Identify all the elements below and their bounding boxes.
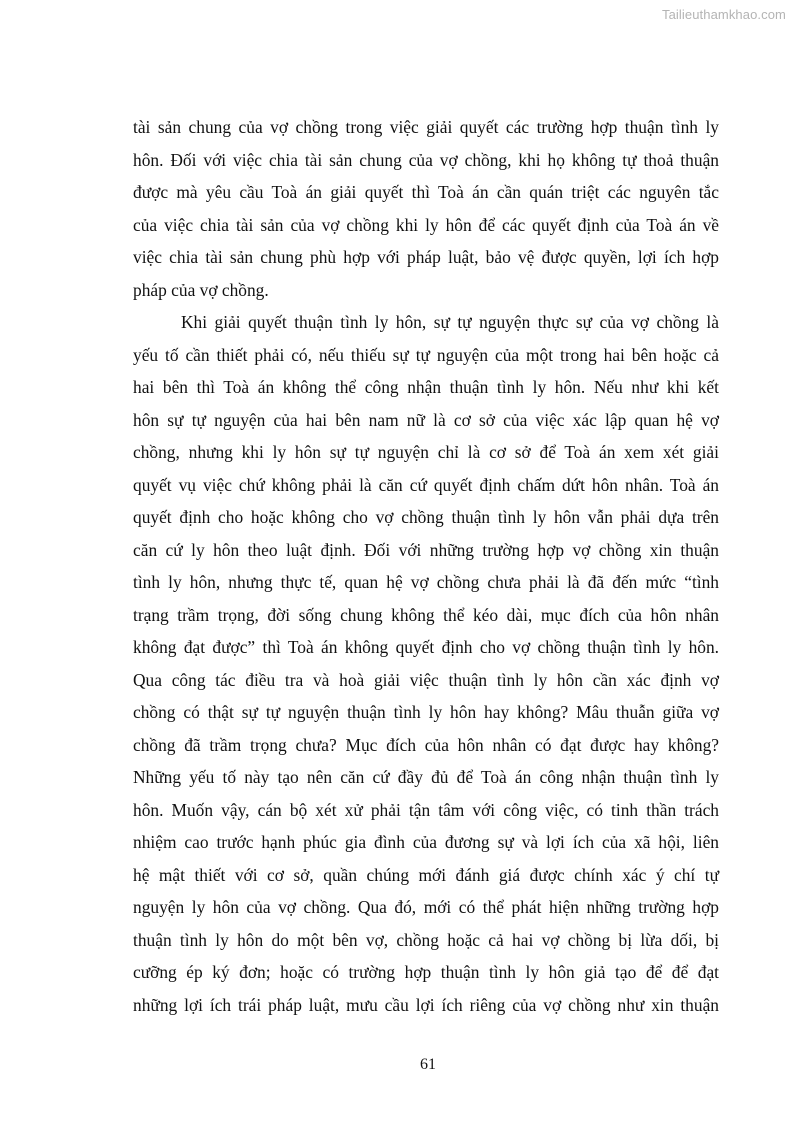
text-line: nhiệm cao trước hạnh phúc gia đình của đương sự và lợi ích của xã hội, liên xyxy=(133,832,719,852)
text-line: chồng, nhưng khi ly hôn sự tự nguyện chỉ là cơ sở để Toà án xem xét giải xyxy=(133,442,719,462)
page-number: 61 xyxy=(420,1056,436,1073)
document-body xyxy=(133,111,719,1021)
text-line: hai bên thì Toà án không thể công nhận thuận tình ly hôn. Nếu như khi kết xyxy=(133,377,719,397)
text-line: trạng trầm trọng, đời sống chung không thể kéo dài, mục đích của hôn nhân xyxy=(133,604,719,625)
text-line: quyết vụ việc chứ không phải là căn cứ quyết định chấm dứt hôn nhân. Toà án xyxy=(133,474,719,495)
paragraph xyxy=(133,306,719,1021)
text-line: tình ly hôn, nhưng thực tế, quan hệ vợ chồng chưa phải là đã đến mức “tình xyxy=(133,572,719,592)
text-line: không đạt được” thì Toà án không quyết định cho vợ chồng thuận tình ly hôn. xyxy=(133,637,719,657)
text-line: tài sản chung của vợ chồng trong việc giải quyết các trường hợp thuận tình ly xyxy=(133,117,719,137)
text-line: được mà yêu cầu Toà án giải quyết thì Toà án cần quán triệt các nguyên tắc xyxy=(133,182,719,202)
text-line: hệ mật thiết với cơ sở, quần chúng mới đánh giá được chính xác ý chí tự xyxy=(133,864,719,885)
paragraph xyxy=(133,111,719,306)
text-line: nguyện ly hôn của vợ chồng. Qua đó, mới có thể phát hiện những trường hợp xyxy=(133,897,719,917)
text-line: Khi giải quyết thuận tình ly hôn, sự tự nguyện thực sự của vợ chồng là xyxy=(181,312,719,332)
text-line: Những yếu tố này tạo nên căn cứ đầy đủ để Toà án công nhận thuận tình ly xyxy=(133,767,719,787)
text-line: hôn sự tự nguyện của hai bên nam nữ là cơ sở của việc xác lập quan hệ vợ xyxy=(133,409,719,430)
text-line: hôn. Đối với việc chia tài sản chung của vợ chồng, khi họ không tự thoả thuận xyxy=(133,149,719,170)
text-line: việc chia tài sản chung phù hợp với pháp luật, bảo vệ được quyền, lợi ích hợp xyxy=(133,247,719,267)
text-line: chồng có thật sự tự nguyện thuận tình ly hôn hay không? Mâu thuẫn giữa vợ xyxy=(133,702,719,722)
text-line: Qua công tác điều tra và hoà giải việc thuận tình ly hôn cần xác định vợ xyxy=(133,669,719,690)
text-line: thuận tình ly hôn do một bên vợ, chồng hoặc cả hai vợ chồng bị lừa dối, bị xyxy=(133,929,719,950)
text-line: căn cứ ly hôn theo luật định. Đối với những trường hợp vợ chồng xin thuận xyxy=(133,539,719,560)
watermark: Tailieuthamkhao.com xyxy=(661,7,786,22)
text-line: chồng đã trầm trọng chưa? Mục đích của hôn nhân có đạt được hay không? xyxy=(133,734,719,755)
text-line: quyết định cho hoặc không cho vợ chồng thuận tình ly hôn vẫn phải dựa trên xyxy=(133,507,719,527)
text-line: của việc chia tài sản của vợ chồng khi ly hôn để các quyết định của Toà án về xyxy=(133,214,719,235)
text-line: hôn. Muốn vậy, cán bộ xét xử phải tận tâm với công việc, có tinh thần trách xyxy=(133,799,719,820)
text-line: yếu tố cần thiết phải có, nếu thiếu sự tự nguyện của một trong hai bên hoặc cả xyxy=(133,344,719,365)
text-line: pháp của vợ chồng. xyxy=(133,279,269,300)
text-line: cưỡng ép ký đơn; hoặc có trường hợp thuận tình ly hôn giả tạo để để đạt xyxy=(133,962,719,982)
text-line: những lợi ích trái pháp luật, mưu cầu lợi ích riêng của vợ chồng như xin thuận xyxy=(133,994,719,1015)
